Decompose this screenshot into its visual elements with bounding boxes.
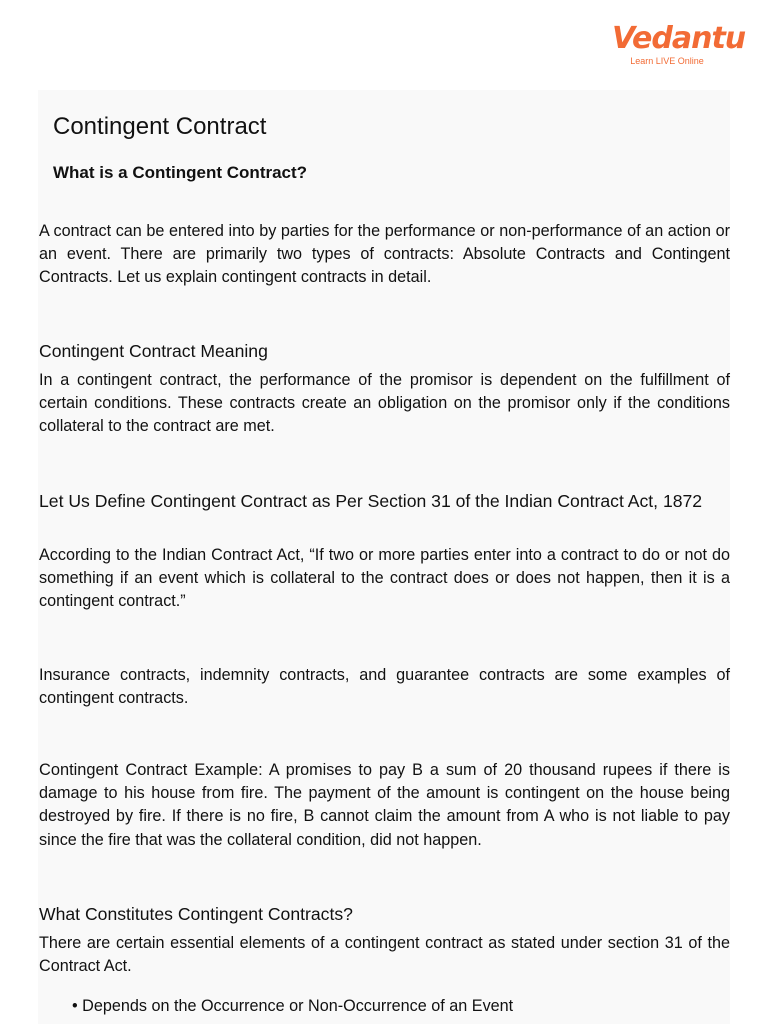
constitutes-paragraph: There are certain essential elements of a contingent contract as stated under section 31 of the Contract Act. [39,934,730,976]
list-item [72,994,513,1018]
logo-wordmark: Vedantu [612,21,746,56]
section31-paragraph: According to the Indian Contract Act, “If two or more parties enter into a contract to do or not do something if an event which is collateral to the contract does or does not happen, then it is a contingent contract.” [39,546,730,611]
meaning-heading: Contingent Contract Meaning [39,341,268,361]
logo-tagline: Learn LIVE Online [630,56,704,66]
page-title: Contingent Contract [53,113,267,140]
examples-paragraph: Insurance contracts, indemnity contracts, and guarantee contracts are some examples of contingent contracts. [39,666,730,708]
bullet-icon: • [72,997,83,1015]
example-text: A promises to pay B a sum of 20 thousand rupees if there is damage to his house from fire. The payment of the amount is contingent on the house being destroyed by fire. If there is no fire, B cannot claim the amount from A who is not liable to pay since the fire that was the collateral condition, did not happen. [39,761,730,849]
meaning-paragraph: In a contingent contract, the performance of the promisor is dependent on the fulfillment of certain conditions. These contracts create an obligation on the promisor only if the conditions collateral to the contract are met. [39,371,730,436]
section31-heading: Let Us Define Contingent Contract as Per Section 31 of the Indian Contract Act, 1872 [39,491,703,511]
constitutes-heading: What Constitutes Contingent Contracts? [39,904,353,924]
bullet-text: Depends on the Occurrence or Non-Occurrence of an Event [82,997,514,1015]
example-paragraph [39,759,730,852]
example-label: Contingent Contract Example: [39,761,263,779]
section-subtitle: What is a Contingent Contract? [53,163,308,182]
intro-paragraph: A contract can be entered into by parties for the performance or non-performance of an action or an event. There are primarily two types of contracts: Absolute Contracts and Contingent Contracts. Let us explain contingent contracts in detail. [39,222,730,287]
vedantu-logo[interactable] [612,21,746,74]
